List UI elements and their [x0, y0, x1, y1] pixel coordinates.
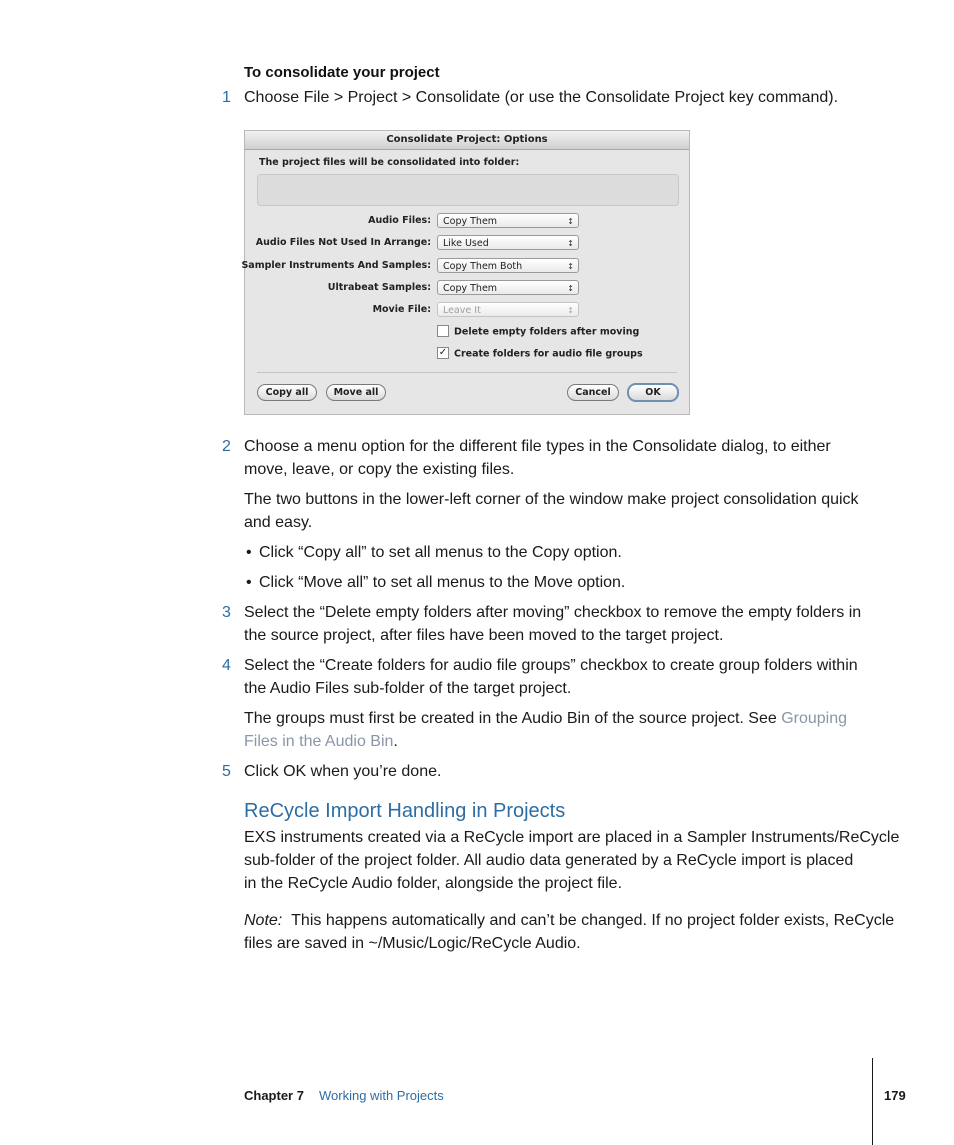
sampler-popup[interactable]	[437, 258, 579, 273]
paragraph-line: in the ReCycle Audio folder, alongside the project file.	[244, 875, 623, 892]
footer-chapter: Chapter 7	[244, 1088, 304, 1103]
grouping-link[interactable]: Grouping	[781, 710, 848, 727]
note-line: files are saved in ~/Music/Logic/ReCycle Audio.	[244, 935, 581, 952]
create-group-folders-checkbox[interactable]	[437, 348, 643, 360]
move-all-button[interactable]: Move all	[326, 384, 386, 401]
popup-arrows-icon: ↕	[567, 239, 574, 248]
popup-arrows-icon: ↕	[567, 284, 574, 293]
paragraph-line: and easy.	[244, 514, 313, 531]
ultrabeat-label: Ultrabeat Samples:	[327, 282, 431, 293]
ok-button[interactable]: OK	[627, 383, 679, 402]
bullet-icon: •	[246, 574, 252, 591]
folder-label: The project files will be consolidated into folder:	[259, 157, 520, 168]
paragraph-text: .	[393, 733, 398, 750]
movie-file-popup	[437, 302, 579, 317]
note-text: This happens automatically and can’t be changed. If no project folder exists, ReCycle	[291, 912, 895, 929]
footer-rule	[872, 1058, 873, 1145]
checkbox-label: Delete empty folders after moving	[454, 326, 640, 338]
step-text-line: the source project, after files have been moved to the target project.	[244, 627, 724, 644]
popup-value: Like Used	[443, 238, 489, 249]
step-text-line: the Audio Files sub-folder of the target project.	[244, 680, 572, 697]
paragraph-line	[244, 707, 847, 730]
checkmark-icon: ✓	[438, 347, 448, 358]
page-number: 179	[884, 1088, 906, 1103]
bullet-item: Click “Copy all” to set all menus to the Copy option.	[259, 544, 622, 561]
step-number: 1	[222, 89, 231, 106]
consolidate-dialog	[241, 130, 690, 415]
dialog-divider	[257, 372, 677, 373]
sampler-label: Sampler Instruments And Samples:	[241, 260, 431, 271]
paragraph-line	[244, 730, 398, 753]
popup-value: Leave It	[443, 305, 481, 316]
ultrabeat-popup[interactable]	[437, 280, 579, 295]
delete-empty-folders-checkbox[interactable]	[437, 326, 639, 338]
grouping-link[interactable]: Files in the Audio Bin	[244, 733, 394, 750]
step-text-line: Select the “Delete empty folders after moving” checkbox to remove the empty folders in	[244, 604, 862, 621]
popup-value: Copy Them	[443, 216, 498, 227]
cancel-button[interactable]: Cancel	[567, 384, 619, 401]
movie-file-label: Movie File:	[372, 304, 431, 315]
step-text: Click OK when you’re done.	[244, 763, 442, 780]
step-text-line: move, leave, or copy the existing files.	[244, 461, 515, 478]
footer-chapter-title: Working with Projects	[319, 1088, 444, 1103]
folder-path-field[interactable]	[257, 174, 679, 206]
note-label: Note:	[244, 912, 283, 929]
popup-arrows-icon: ↕	[567, 217, 574, 226]
step-number: 5	[222, 763, 231, 780]
popup-value: Copy Them	[443, 283, 498, 294]
note-line	[244, 909, 894, 932]
copy-all-button[interactable]: Copy all	[257, 384, 317, 401]
bullet-icon: •	[246, 544, 252, 561]
checkbox-unchecked-icon	[437, 325, 449, 337]
popup-arrows-icon: ↕	[567, 306, 574, 315]
unused-audio-popup[interactable]	[437, 235, 579, 250]
paragraph-text: The groups must first be created in the Audio Bin of the source project. See	[244, 710, 782, 727]
section-heading: ReCycle Import Handling in Projects	[244, 800, 566, 822]
procedure-heading: To consolidate your project	[244, 64, 440, 81]
paragraph-line: The two buttons in the lower-left corner of the window make project consolidation quick	[244, 491, 859, 508]
audio-files-popup[interactable]	[437, 213, 579, 228]
step-text: Choose File > Project > Consolidate (or use the Consolidate Project key command).	[244, 89, 839, 106]
step-number: 4	[222, 657, 231, 674]
paragraph-line: sub-folder of the project folder. All audio data generated by a ReCycle import is placed	[244, 852, 854, 869]
dialog-title: Consolidate Project: Options	[245, 131, 689, 150]
paragraph-line: EXS instruments created via a ReCycle import are placed in a Sampler Instruments/ReCycle	[244, 829, 900, 846]
bullet-item: Click “Move all” to set all menus to the Move option.	[259, 574, 626, 591]
unused-audio-label: Audio Files Not Used In Arrange:	[255, 237, 431, 248]
step-text-line: Select the “Create folders for audio file groups” checkbox to create group folders within	[244, 657, 858, 674]
step-text-line: Choose a menu option for the different file types in the Consolidate dialog, to either	[244, 438, 831, 455]
popup-arrows-icon: ↕	[567, 262, 574, 271]
step-number: 3	[222, 604, 231, 621]
audio-files-label: Audio Files:	[368, 215, 431, 226]
step-number: 2	[222, 438, 231, 455]
popup-value: Copy Them Both	[443, 261, 523, 272]
checkbox-label: Create folders for audio file groups	[454, 348, 643, 360]
